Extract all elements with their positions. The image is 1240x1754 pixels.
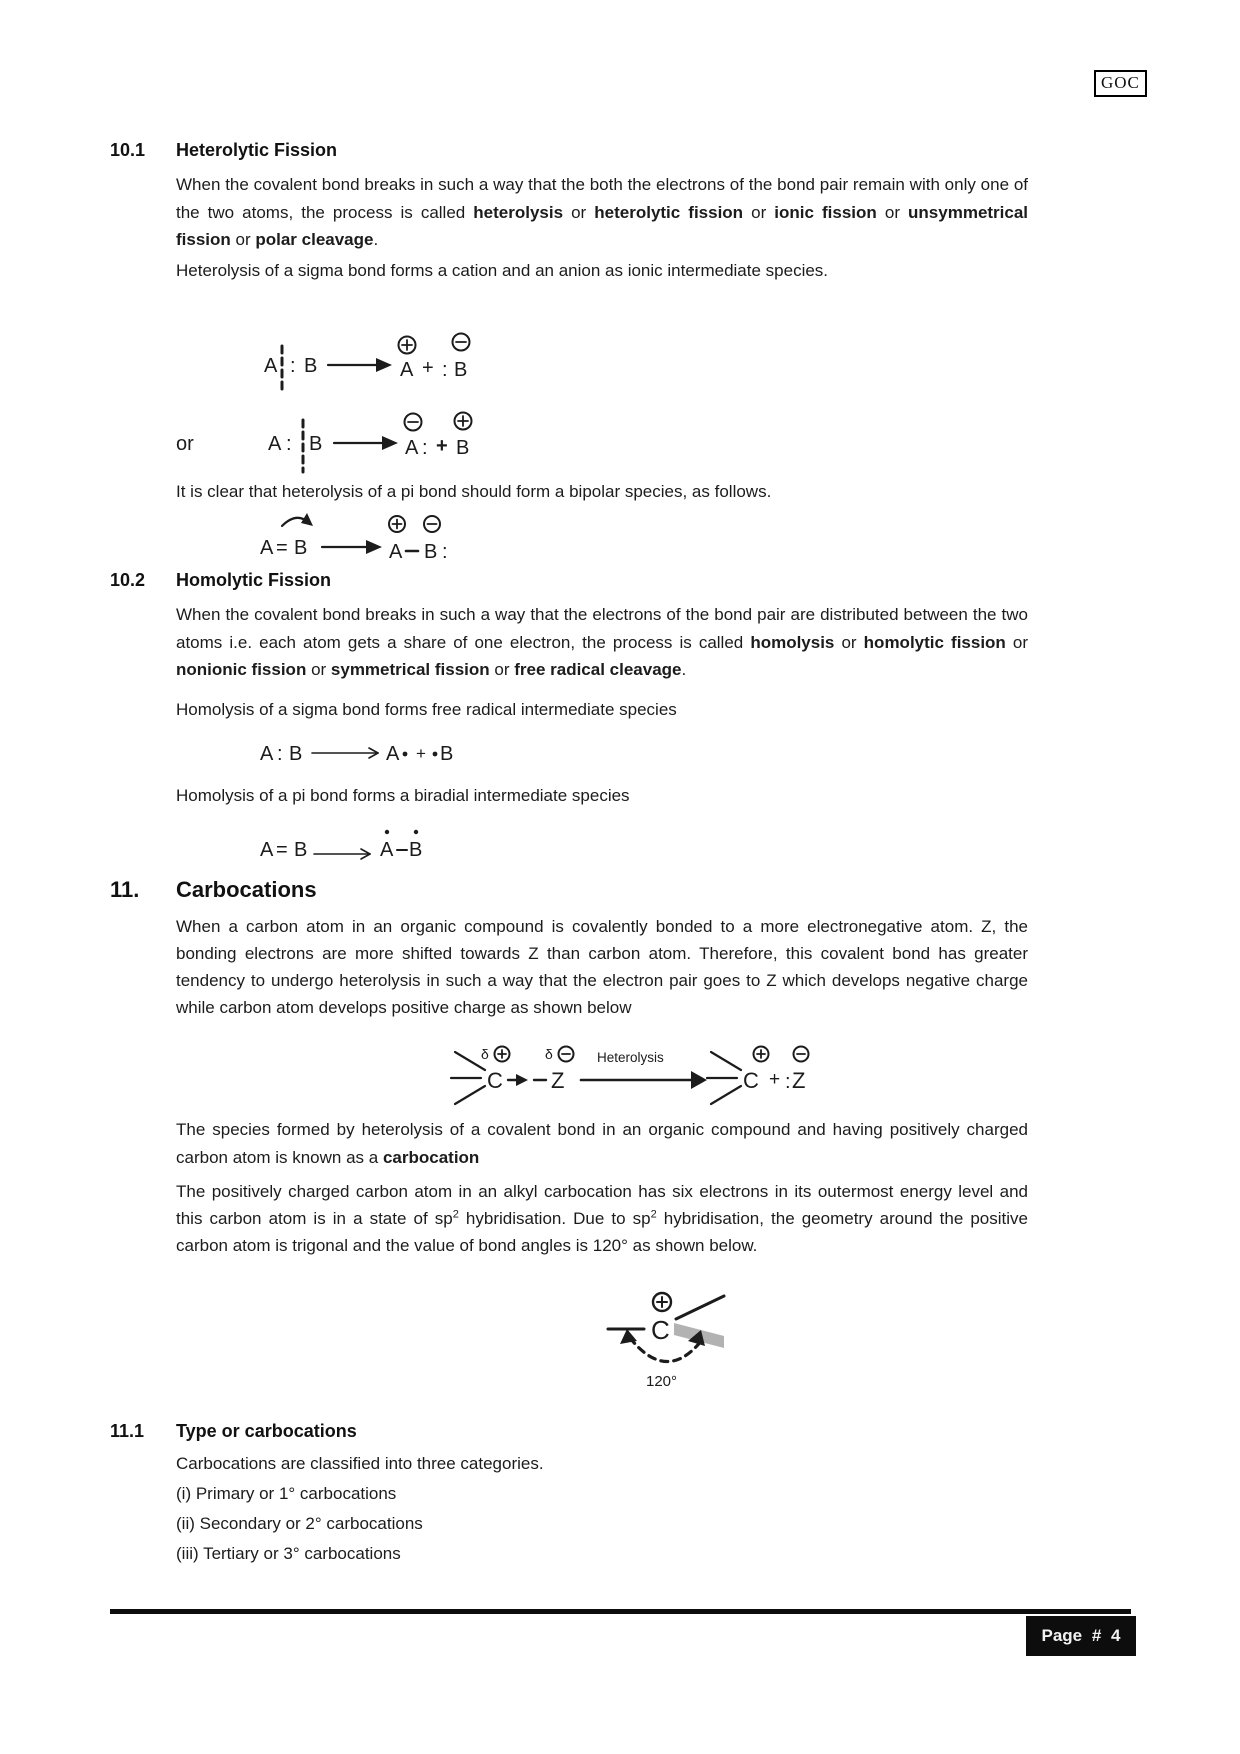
carbon-label: C <box>651 1315 670 1345</box>
list-item-primary: (i) Primary or 1° carbocations <box>176 1484 397 1503</box>
atom-label: B <box>309 433 323 455</box>
atom-label: B <box>294 537 308 559</box>
section-number: 11. <box>110 877 140 902</box>
hetero-atom-label: Z <box>792 1068 806 1093</box>
electron-pair-colon: : <box>286 433 292 455</box>
run: or <box>834 632 864 652</box>
paragraph-carbocation-definition <box>176 1116 1028 1171</box>
paragraph-sp2-geometry <box>176 1178 1028 1259</box>
positive-charge-icon <box>399 337 416 354</box>
plus-sign: + <box>769 1069 781 1090</box>
double-bond: = <box>276 537 288 559</box>
plus-sign: + <box>422 357 434 379</box>
paragraph-pi-heterolysis: It is clear that heterolysis of a pi bond should form a bipolar species, as follows. <box>176 482 772 501</box>
run: or <box>743 202 775 222</box>
goc-badge: GOC <box>1094 70 1147 97</box>
plus-sign: + <box>436 435 448 457</box>
run-bold: nonionic fission <box>176 660 307 679</box>
delta-symbol: δ <box>481 1046 489 1062</box>
run: or <box>230 230 256 249</box>
atom-label: A <box>260 839 274 861</box>
section-11-1-heading <box>110 1422 357 1442</box>
atom-label: A <box>264 355 278 377</box>
carbon-bond-lines <box>707 1052 741 1104</box>
atom-label: A <box>380 839 394 861</box>
reaction-arrow <box>322 540 382 554</box>
list-item-tertiary: (iii) Tertiary or 3° carbocations <box>176 1544 401 1563</box>
paragraph-carbocation-intro: When a carbon atom in an organic compound is covalently bonded to a more electronegative atom. Z, the bonding electrons are more shifted towards Z than carbon atom. Therefore, this covalent bond has greater tendency to undergo heterolysis in such a way that the electron pair goes to Z which develops negative charge while carbon atom develops positive charge as shown below <box>176 917 1028 1017</box>
pi-heterolysis-diagram <box>250 510 490 568</box>
negative-charge-icon <box>405 414 422 431</box>
run: or <box>489 660 515 679</box>
run-bold: polar cleavage <box>255 230 374 249</box>
atom-label: B <box>454 359 468 381</box>
run: When the covalent bond breaks in such a way that the both the electrons of the bond pair remain with only one of the two atoms, the process is called <box>176 175 1028 222</box>
superscript: 2 <box>452 1208 459 1221</box>
radical-dot <box>414 830 418 834</box>
run: The positively charged carbon atom in an alkyl carbocation has six electrons in its outermost energy level and this carbon atom is in a state of sp <box>176 1182 1028 1228</box>
double-bond: = <box>276 839 288 861</box>
paragraph-pi-homolysis: Homolysis of a pi bond forms a biradial intermediate species <box>176 786 630 805</box>
radical-dot <box>385 830 389 834</box>
hetero-atom-label: Z <box>551 1068 565 1093</box>
paragraph-sigma-homolysis: Homolysis of a sigma bond forms free radical intermediate species <box>176 700 677 719</box>
plus-sign: + <box>416 744 426 763</box>
section-title: Heterolytic Fission <box>176 140 338 160</box>
reaction-arrow-thin <box>312 748 378 758</box>
superscript: 2 <box>650 1208 657 1221</box>
electron-pair-colon: : <box>785 1071 791 1093</box>
section-number: 10.2 <box>110 570 146 590</box>
section-11-heading <box>110 878 317 902</box>
carbocation-categories-intro: Carbocations are classified into three categories. <box>176 1454 544 1473</box>
atom-label: A <box>400 359 414 381</box>
run: hybridisation, the geometry around the positive carbon atom is trigonal and the value of bond angles is 120° as shown below. <box>176 1209 1028 1255</box>
cz-heterolysis-diagram <box>445 1040 813 1116</box>
run-bold: symmetrical fission <box>330 660 490 679</box>
negative-charge-icon <box>559 1047 574 1062</box>
curved-electron-arrow <box>282 513 313 526</box>
electron-pair-colon: : <box>422 437 428 459</box>
atom-label: A <box>260 743 274 765</box>
run-bold: homolytic fission <box>863 632 1006 652</box>
pi-homolysis-diagram <box>250 810 460 864</box>
reaction-arrow <box>328 358 392 372</box>
carbon-label: C <box>743 1068 759 1093</box>
section-title: Carbocations <box>176 877 317 902</box>
atom-label: A <box>260 537 274 559</box>
radical-dot <box>403 752 408 757</box>
delta-symbol: δ <box>545 1046 553 1062</box>
positive-charge-icon <box>653 1293 671 1311</box>
atom-label: B <box>424 541 438 563</box>
list-item-secondary: (ii) Secondary or 2° carbocations <box>176 1514 423 1533</box>
paragraph-homolysis-definition <box>176 601 1028 684</box>
section-10-1-heading <box>110 141 337 161</box>
paragraph-sigma-heterolysis: Heterolysis of a sigma bond forms a cation and an anion as ionic intermediate species. <box>176 261 829 280</box>
run-bold: carbocation <box>382 1147 480 1167</box>
run-bold: free radical cleavage <box>514 660 682 679</box>
section-number: 11.1 <box>110 1421 145 1441</box>
footer-rule <box>110 1609 1131 1614</box>
atom-label: B <box>409 839 423 861</box>
positive-charge-icon <box>455 413 472 430</box>
run: or <box>306 660 331 679</box>
positive-charge-icon <box>754 1047 769 1062</box>
electron-pair-colon: : <box>277 743 283 765</box>
atom-label: A <box>405 437 419 459</box>
section-title: Type or carbocations <box>176 1421 357 1441</box>
run: or <box>876 202 909 222</box>
atom-label: A <box>268 433 282 455</box>
heterolysis-label: Heterolysis <box>597 1050 664 1065</box>
run: . <box>373 230 379 249</box>
run-bold: unsymmetrical fission <box>176 202 1029 249</box>
atom-label: B <box>304 355 318 377</box>
sigma-homolysis-diagram <box>250 736 470 772</box>
negative-charge-icon <box>453 334 470 351</box>
run: hybridisation. Due to sp <box>458 1209 651 1228</box>
electron-pair-colon: : <box>290 355 296 377</box>
electron-shift-arrow <box>508 1074 546 1086</box>
negative-charge-icon <box>794 1047 809 1062</box>
run: or <box>1005 632 1028 652</box>
atom-label: A <box>389 541 403 563</box>
electron-pair-colon: : <box>442 541 448 563</box>
section-title: Homolytic Fission <box>176 570 332 590</box>
reaction-arrow-thin <box>314 849 370 859</box>
electron-pair-colon: : <box>442 359 448 381</box>
sigma-heterolysis-diagram-2 <box>176 402 486 480</box>
negative-charge-icon <box>424 516 440 532</box>
atom-label: B <box>456 437 470 459</box>
section-number: 10.1 <box>110 140 146 160</box>
page-number-badge: Page # 4 <box>1026 1616 1136 1656</box>
radical-dot <box>433 752 438 757</box>
carbon-label: C <box>487 1068 503 1093</box>
sigma-heterolysis-diagram-1 <box>250 326 480 394</box>
atom-label: B <box>440 743 454 765</box>
run-bold: ionic fission <box>774 202 877 222</box>
reaction-arrow <box>334 436 398 450</box>
atom-label: B <box>294 839 308 861</box>
or-label: or <box>176 433 194 455</box>
run: When the covalent bond breaks in such a way that the electrons of the bond pair are distributed between the two atoms i.e. each atom gets a share of one electron, the process is called <box>176 605 1028 652</box>
reaction-arrow <box>581 1071 707 1089</box>
positive-charge-icon <box>495 1047 510 1062</box>
run-bold: homolysis <box>750 632 835 652</box>
positive-charge-icon <box>389 516 405 532</box>
trigonal-carbocation-diagram <box>596 1286 746 1391</box>
run-bold: heterolytic fission <box>594 202 744 222</box>
run: . <box>681 660 687 679</box>
paragraph-heterolysis-definition <box>176 171 1028 254</box>
run-bold: heterolysis <box>473 202 564 222</box>
section-10-2-heading <box>110 571 331 591</box>
upper-right-bond-line <box>676 1296 724 1319</box>
run: or <box>563 202 595 222</box>
atom-label: B <box>289 743 303 765</box>
bond-angle-label: 120° <box>646 1373 678 1390</box>
atom-label: A <box>386 743 400 765</box>
run: The species formed by heterolysis of a covalent bond in an organic compound and having positively charged carbon atom is known as a <box>176 1120 1028 1167</box>
carbon-bond-lines <box>451 1052 485 1104</box>
